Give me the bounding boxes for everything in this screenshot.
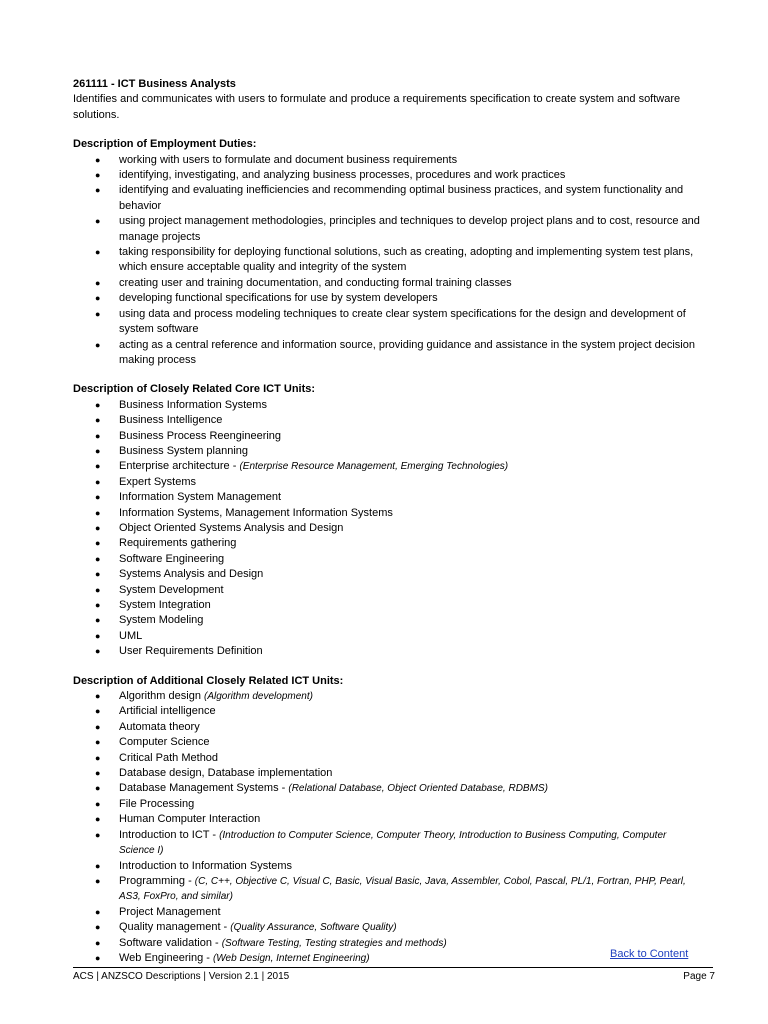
list-item [73,536,703,551]
unit-note: (C, C++, Objective C, Visual C, Basic, Visual Basic, Java, Assembler, Cobol, Pascal, PL/1, Fortran, PHP, Pearl, AS3, FoxPro, and similar) [119,875,686,903]
duties-list [73,153,703,369]
list-item: ● using project management methodologies, principles and techniques to develop project plans and to cost, resource and manage projects [73,214,703,245]
list-item [73,444,703,459]
unit-name: System Integration [119,599,211,611]
unit-name: Project Management [119,905,221,918]
list-item [73,613,703,628]
list-item [73,797,703,812]
unit-name: System Development [119,583,224,596]
unit-note: (Enterprise Resource Management, Emerging Technologies) [239,461,509,473]
unit-name: Information Systems, Management Information Systems [119,506,393,519]
list-item [73,859,703,874]
list-item [73,583,703,598]
unit-name: Enterprise architecture - [119,460,240,473]
list-item [73,905,703,920]
unit-name: Introduction to Information Systems [119,859,293,872]
list-item [73,874,703,905]
unit-name: Business Process Reengineering [119,429,282,442]
footer-divider [73,967,713,968]
list-item [73,936,703,951]
unit-name: Systems Analysis and Design [119,568,264,581]
list-item: ● using data and process modeling techniques to create clear system specifications for the design and development of system software [73,307,703,338]
list-item [73,689,703,704]
unit-note: (Web Design, Internet Engineering) [212,952,370,964]
core-units-heading: Description of Closely Related Core ICT Units: [73,383,316,396]
unit-name: Artificial intelligence [119,705,216,718]
unit-note: (Introduction to Computer Science, Computer Theory, Introduction to Business Computing, Computer Science I) [119,829,667,857]
unit-name: Web Engineering - [119,951,213,964]
unit-name: Expert Systems [119,475,197,488]
unit-name: Algorithm design [119,690,204,703]
list-item [73,506,703,521]
list-item: ● developing functional specifications for use by system developers [73,291,703,306]
list-item [73,413,703,428]
unit-name: Quality management - [119,921,231,934]
list-item [73,475,703,490]
unit-note: (Software Testing, Testing strategies and methods) [221,937,447,949]
unit-name: Software Engineering [119,552,225,565]
list-item: ● taking responsibility for deploying functional solutions, such as creating, adopting and implementing system test plans, which ensure acceptable quality and integrity of the system [73,245,703,276]
list-item [73,567,703,582]
list-item [73,704,703,719]
list-item [73,920,703,935]
list-item [73,951,703,966]
unit-name: Requirements gathering [119,537,237,550]
list-item: ● identifying, investigating, and analyzing business processes, procedures and work practices [73,168,703,183]
list-item [73,781,703,796]
unit-name: File Processing [119,797,195,810]
unit-name: User Requirements Definition [119,645,263,658]
unit-name: Computer Science [119,736,210,749]
list-item [73,828,703,859]
duties-heading: Description of Employment Duties: [73,138,257,151]
occupation-summary: Identifies and communicates with users to formulate and produce a requirements specification to create system and software solutions. [73,93,681,121]
core-units-list [73,398,703,660]
unit-name: Critical Path Method [119,751,219,764]
unit-name: Database Management Systems - [119,782,289,795]
unit-note: (Algorithm development) [204,691,313,703]
unit-name: Human Computer Interaction [119,813,261,826]
list-item [73,552,703,567]
unit-name: System Modeling [119,614,204,627]
unit-name: Automata theory [119,720,200,733]
list-item: ● working with users to formulate and document business requirements [73,153,703,168]
list-item [73,490,703,505]
page-number: Page 7 [683,971,715,982]
list-item: ● acting as a central reference and information source, providing guidance and assistance in the system project decision making process [73,338,703,369]
list-item [73,812,703,827]
list-item: ● creating user and training documentation, and conducting formal training classes [73,276,703,291]
document-body [73,77,703,966]
list-item [73,521,703,536]
list-item [73,459,703,474]
unit-name: Database design, Database implementation [119,767,333,780]
unit-name: Object Oriented Systems Analysis and Design [119,521,344,534]
additional-units-heading: Description of Additional Closely Related ICT Units: [73,674,344,687]
unit-name: Information System Management [119,491,282,504]
unit-note: (Relational Database, Object Oriented Database, RDBMS) [288,783,548,795]
back-to-content-link[interactable]: Back to Content [610,948,689,960]
list-item [73,735,703,750]
footer-document-info: ACS | ANZSCO Descriptions | Version 2.1 | 2015 [73,971,290,982]
additional-units-list [73,689,703,966]
list-item [73,766,703,781]
unit-name: Business Intelligence [119,414,223,427]
unit-name: Business System planning [119,444,249,457]
list-item [73,598,703,613]
occupation-title: 261111 - ICT Business Analysts [73,78,236,90]
unit-name: Business Information Systems [119,398,267,411]
list-item [73,429,703,444]
list-item [73,751,703,766]
list-item [73,644,703,659]
list-item [73,720,703,735]
unit-name: Programming - [119,874,195,887]
unit-note: (Quality Assurance, Software Quality) [230,922,397,934]
unit-name: Software validation - [119,936,222,949]
list-item [73,629,703,644]
unit-name: UML [119,629,143,642]
list-item [73,398,703,413]
list-item: ● identifying and evaluating inefficiencies and recommending optimal business practices, and system functionality and behavior [73,183,703,214]
unit-name: Introduction to ICT - [119,828,220,841]
